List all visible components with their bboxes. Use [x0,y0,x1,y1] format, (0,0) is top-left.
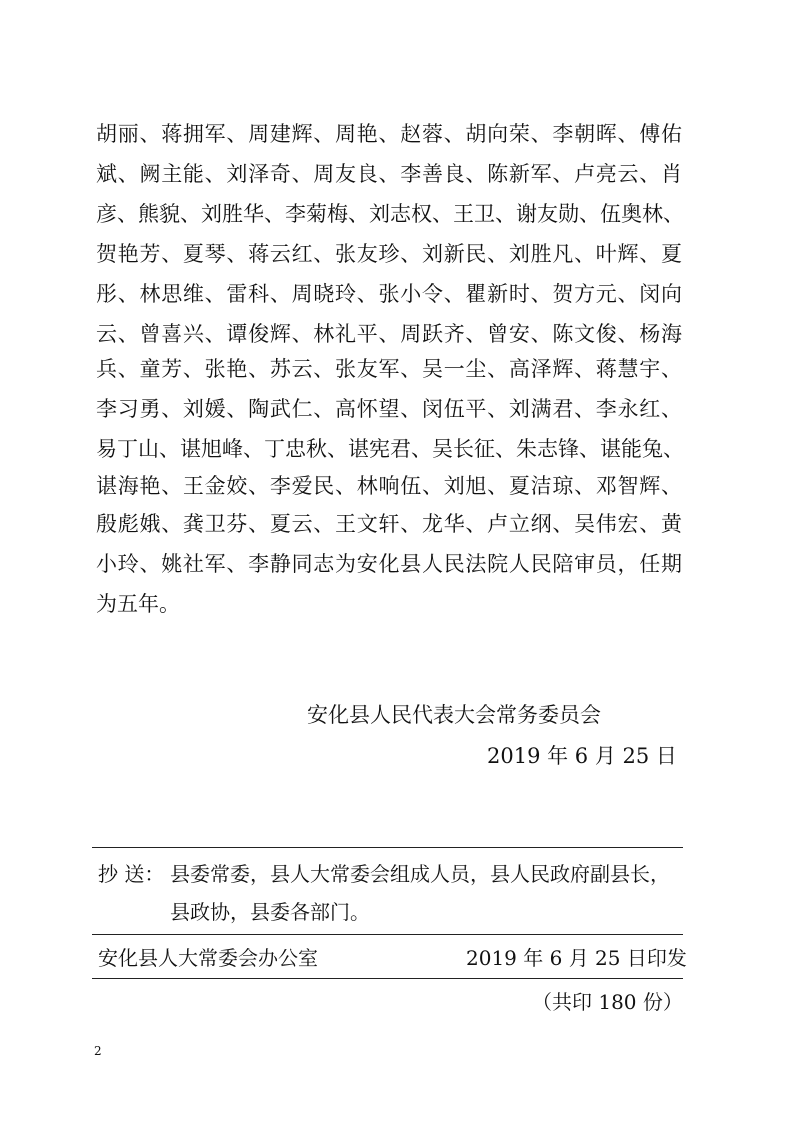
body-line: 云、曾喜兴、谭俊辉、林礼平、周跃齐、曾安、陈文俊、杨海 [96,322,682,346]
issuer-signature: 安化县人民代表大会常务委员会 [307,703,601,727]
issuing-office: 安化县人大常委会办公室 [98,946,318,970]
body-line: 易丁山、谌旭峰、丁忠秋、谌宪君、吴长征、朱志锋、谌能兔、 [96,437,684,461]
body-line: 谌海艳、王金姣、李爱民、林响伍、刘旭、夏洁琼、邓智辉、 [96,474,682,498]
copies-count: （共印 180 份） [532,990,683,1014]
cc-recipients-line-2: 县政协，县委各部门。 [170,900,370,924]
body-line: 兵、童芳、张艳、苏云、张友军、吴一尘、高泽辉、蒋慧宇、 [96,357,682,381]
body-line: 彤、林思维、雷科、周晓玲、张小令、瞿新时、贺方元、闵向 [96,282,682,306]
cc-label: 抄 送： [98,862,165,886]
body-line: 彦、熊貌、刘胜华、李菊梅、刘志权、王卫、谢友勋、伍奥林、 [96,202,684,226]
body-line: 小玲、姚社军、李静同志为安化县人民法院人民陪审员，任期 [96,552,682,576]
divider-line [92,847,683,848]
print-date: 2019 年 6 月 25 日印发 [466,946,687,970]
divider-line [92,978,683,979]
body-line: 斌、阙主能、刘泽奇、周友良、李善良、陈新军、卢亮云、肖 [96,162,682,186]
body-line: 殷彪娥、龚卫芬、夏云、王文轩、龙华、卢立纲、吴伟宏、黄 [96,512,682,536]
body-line: 为五年。 [96,592,180,616]
page-number: 2 [94,1044,102,1058]
body-line: 胡丽、蒋拥军、周建辉、周艳、赵蓉、胡向荣、李朝晖、傅佑 [96,122,682,146]
divider-line [92,934,683,935]
body-line: 李习勇、刘媛、陶武仁、高怀望、闵伍平、刘满君、李永红、 [96,397,682,421]
body-line: 贺艳芳、夏琴、蒋云红、张友珍、刘新民、刘胜凡、叶辉、夏 [96,242,682,266]
cc-recipients-line-1: 县委常委，县人大常委会组成人员，县人民政府副县长， [170,862,670,886]
issue-date: 2019 年 6 月 25 日 [487,744,677,768]
